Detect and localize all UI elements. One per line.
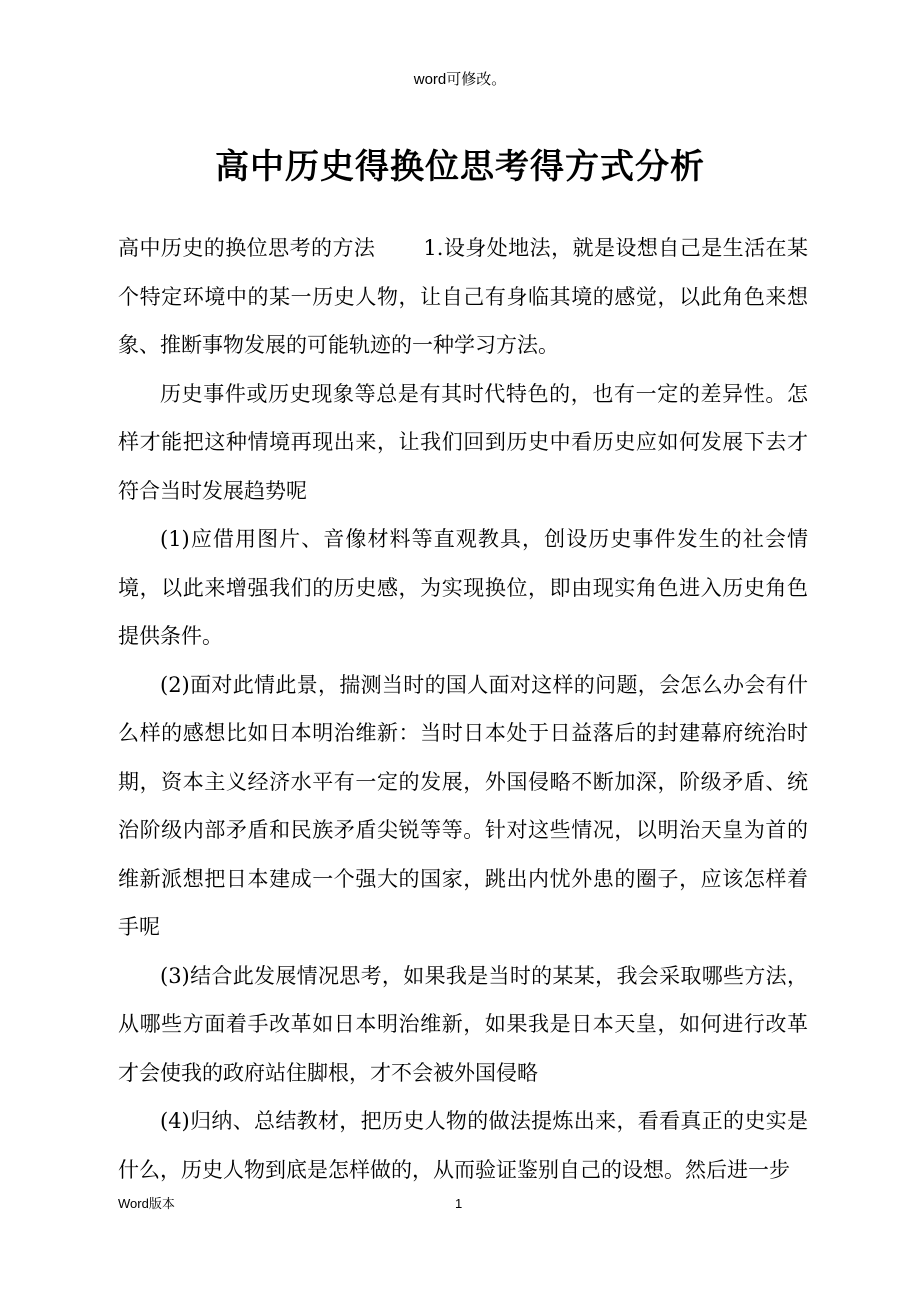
footer-page-number: 1	[455, 1196, 463, 1211]
lead-label: 高中历史的换位思考的方法	[118, 236, 376, 260]
paragraph: (4)归纳、总结教材，把历史人物的做法提炼出来，看看真正的史实是什么，历史人物到底是怎样做的，从而验证鉴别自己的设想。然后进一步	[118, 1109, 808, 1182]
paragraph: (2)面对此情此景，揣测当时的国人面对这样的问题，会怎么办会有什么样的感想比如日本明治维新：当时日本处于日益落后的封建幕府统治时期，资本主义经济水平有一定的发展，外国侵略不断加深，阶级矛盾、统治阶级内部矛盾和民族矛盾尖锐等等。针对这些情况，以明治天皇为首的维新派想把日本建成一个强大的国家，跳出内忧外患的圈子，应该怎样着手呢	[118, 672, 808, 939]
paragraph: 历史事件或历史现象等总是有其时代特色的，也有一定的差异性。怎样才能把这种情境再现出来，让我们回到历史中看历史应如何发展下去才符合当时发展趋势呢	[118, 381, 808, 503]
footer-version-label: Word版本	[118, 1196, 175, 1211]
paragraph: (1)应借用图片、音像材料等直观教具，创设历史事件发生的社会情境，以此来增强我们的历史感，为实现换位，即由现实角色进入历史角色提供条件。	[118, 527, 808, 648]
document-body	[118, 224, 808, 1194]
paragraph: (3)结合此发展情况思考，如果我是当时的某某，我会采取哪些方法，从哪些方面着手改革如日本明治维新，如果我是日本天皇，如何进行改革才会使我的政府站住脚根，才不会被外国侵略	[118, 963, 808, 1085]
document-title: 高中历史得换位思考得方式分析	[215, 147, 705, 187]
lead-text: 1.设身处地法，就是设想自己是生活在某个特定环境中的某一历史人物，让自己有身临其境的感觉，以此角色来想象、推断事物发展的可能轨迹的一种学习方法。	[118, 236, 808, 357]
lead-paragraph	[118, 224, 808, 370]
page-header: word可修改。	[413, 71, 507, 88]
